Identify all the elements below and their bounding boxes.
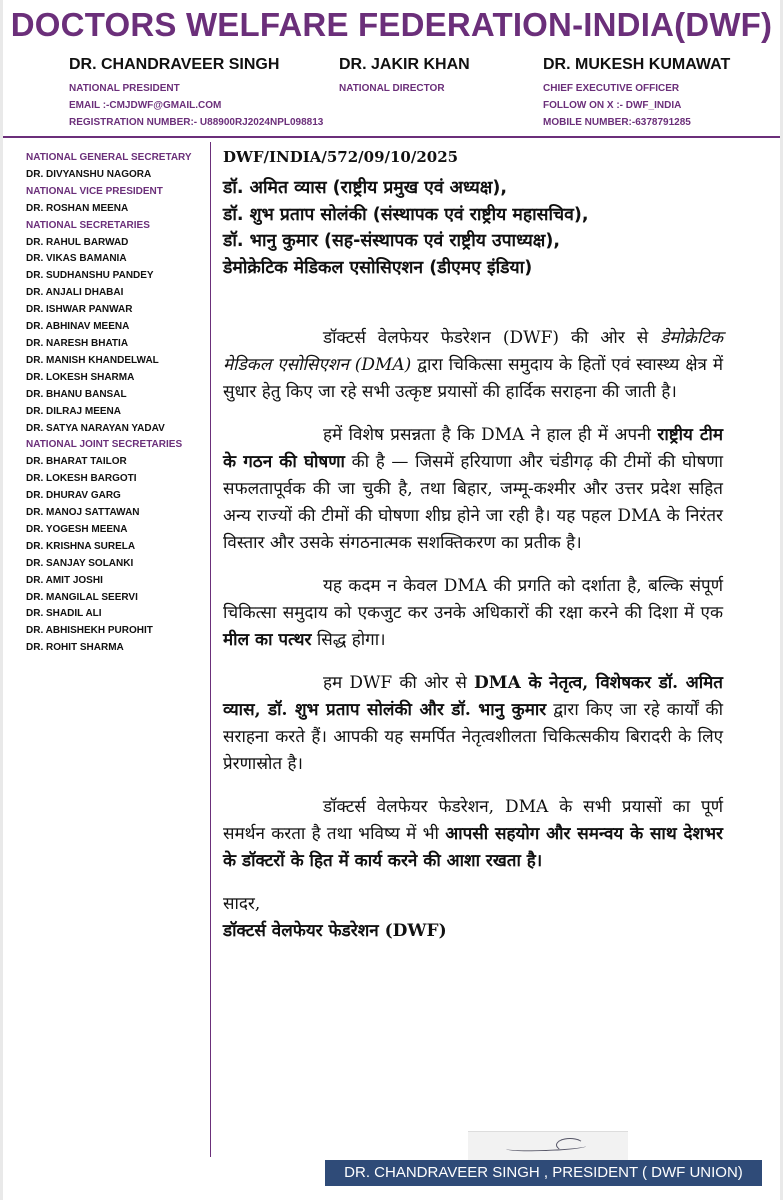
officer-social: FOLLOW ON X :- DWF_INDIA	[543, 100, 682, 111]
sidebar-member-name: DR. LOKESH BARGOTI	[26, 473, 137, 485]
sidebar-member-name: DR. AMIT JOSHI	[26, 574, 103, 586]
sidebar-member-name: DR. MANISH KHANDELWAL	[26, 354, 159, 366]
officer-role: NATIONAL PRESIDENT	[69, 83, 180, 94]
text-run: की है — जिसमें हरियाणा और चंडीगढ़ की टीमों की घोषणा सफलतापूर्वक की जा चुकी है, तथा बिहार, जम्मू-कश्मीर और उत्तर प्रदेश सहित अन्य राज्यों की टीमों की घोषणा शीघ्र होने जा रही है। यह पहल DMA के निरंतर विस्तार और उसके संगठनात्मक सशक्तिकरण का प्रतीक है।	[223, 452, 723, 553]
paragraph-4	[223, 670, 723, 778]
addressee-line: डॉ. शुभ प्रताप सोलंकी (संस्थापक एवं राष्ट्रीय महासचिव),	[223, 204, 589, 225]
text-run: हम DWF की ओर से	[323, 673, 475, 693]
paragraph-1	[223, 325, 723, 406]
text-run-italic: डेमोक्रेटिक मेडिकल एसोसिएशन (DMA)	[223, 328, 723, 375]
text-run: सिद्ध होगा।	[311, 630, 386, 650]
text-run-bold: DMA के नेतृत्व, विशेषकर डॉ. अमित व्यास, डॉ. शुभ प्रताप सोलंकी और डॉ. भानु कुमार	[223, 673, 723, 720]
sidebar-member-name: DR. ABHISHEKH PUROHIT	[26, 625, 153, 637]
addressee-block	[223, 175, 723, 281]
officer-director	[339, 56, 470, 94]
sidebar-member-name: DR. LOKESH SHARMA	[26, 371, 135, 383]
sidebar-member-name: DR. VIKAS BAMANIA	[26, 253, 127, 265]
sidebar-member-name: DR. BHARAT TAILOR	[26, 456, 127, 468]
officer-name: DR. CHANDRAVEER SINGH	[69, 56, 280, 73]
sidebar-member-name: DR. ROHIT SHARMA	[26, 642, 124, 654]
sidebar-member-name: DR. SUDHANSHU PANDEY	[26, 270, 154, 282]
org-title: DOCTORS WELFARE FEDERATION-INDIA(DWF)	[10, 6, 773, 43]
signature-image	[468, 1131, 628, 1162]
paragraph-3	[223, 573, 723, 654]
addressee-line: डेमोक्रेटिक मेडिकल एसोसिएशन (डीएमए इंडिया)	[223, 257, 533, 278]
sidebar-section-heading: NATIONAL VICE PRESIDENT	[26, 185, 163, 197]
sidebar-member-name: DR. ISHWAR PANWAR	[26, 304, 133, 316]
sidebar-member-name: DR. MANGILAL SEERVI	[26, 591, 138, 603]
officer-role: CHIEF EXECUTIVE OFFICER	[543, 83, 680, 94]
closing-salutation: सादर,	[223, 894, 261, 914]
sidebar-member-name: DR. ROSHAN MEENA	[26, 202, 129, 214]
paragraph-5	[223, 794, 723, 875]
officer-mobile: MOBILE NUMBER:-6378791285	[543, 117, 691, 128]
text-run-bold: मील का पत्थर	[223, 630, 312, 650]
text-run: द्वारा किए जा रहे कार्यों की सराहना करते हैं। आपकी यह समर्पित नेतृत्वशीलता चिकित्सकीय बिरादरी के लिए प्रेरणास्रोत है।	[223, 700, 723, 774]
officer-role: NATIONAL DIRECTOR	[339, 83, 445, 94]
sidebar-member-name: DR. ANJALI DHABAI	[26, 287, 124, 299]
sidebar-member-name: DR. BHANU BANSAL	[26, 388, 127, 400]
sender-name: डॉक्टर्स वेलफेयर फेडरेशन (DWF)	[223, 921, 447, 941]
reference-number: DWF/INDIA/572/09/10/2025	[223, 148, 459, 166]
signatory-banner: DR. CHANDRAVEER SINGH , PRESIDENT ( DWF UNION)	[325, 1160, 762, 1186]
sidebar-member-name: DR. MANOJ SATTAWAN	[26, 507, 140, 519]
sidebar-divider	[210, 142, 211, 1157]
officer-name: DR. MUKESH KUMAWAT	[543, 56, 731, 73]
sidebar-member-name: DR. KRISHNA SURELA	[26, 540, 136, 552]
officer-registration: REGISTRATION NUMBER:- U88900RJ2024NPL098813	[69, 117, 324, 128]
letterhead-page	[3, 0, 780, 1200]
letter-body	[223, 148, 723, 945]
sidebar-member-name: DR. DIVYANSHU NAGORA	[26, 168, 152, 180]
sidebar-section-heading: NATIONAL GENERAL SECRETARY	[26, 152, 192, 163]
sidebar-section-heading: NATIONAL SECRETARIES	[26, 219, 150, 231]
sidebar-member-name: DR. SATYA NARAYAN YADAV	[26, 422, 165, 434]
paragraph-2	[223, 422, 723, 557]
officer-name: DR. JAKIR KHAN	[339, 56, 470, 73]
sidebar-member-name: DR. SANJAY SOLANKI	[26, 557, 134, 569]
text-run: डॉक्टर्स वेलफेयर फेडरेशन (DWF) की ओर से	[323, 328, 661, 348]
text-run: हमें विशेष प्रसन्नता है कि DMA ने हाल ही में अपनी	[323, 425, 658, 445]
text-run: यह कदम न केवल DMA की प्रगति को दर्शाता है, बल्कि संपूर्ण चिकित्सा समुदाय को एकजुट कर उनके अधिकारों की रक्षा करने की दिशा में एक	[223, 576, 723, 623]
signature-stroke	[556, 1138, 584, 1152]
addressee-line: डॉ. भानु कुमार (सह-संस्थापक एवं राष्ट्रीय उपाध्यक्ष),	[223, 231, 560, 251]
officer-ceo	[543, 56, 730, 128]
sidebar-member-list	[26, 150, 206, 657]
text-run-bold: आपसी सहयोग और समन्वय के साथ देशभर के डॉक्टरों के हित में कार्य करने की आशा रखता है।	[223, 824, 723, 871]
sidebar-member-name: DR. DHURAV GARG	[26, 490, 121, 502]
sidebar-section-heading: NATIONAL JOINT SECRETARIES	[26, 439, 183, 451]
sidebar-member-name: DR. NARESH BHATIA	[26, 337, 129, 349]
sidebar-member-name: DR. RAHUL BARWAD	[26, 236, 129, 248]
text-run: डॉक्टर्स वेलफेयर फेडरेशन, DMA के सभी प्रयासों का पूर्ण समर्थन करता है तथा भविष्य में भी	[223, 797, 723, 844]
sidebar-member-name: DR. SHADIL ALI	[26, 608, 102, 620]
officer-email: EMAIL :-CMJDWF@GMAIL.COM	[69, 100, 222, 111]
text-run-bold: राष्ट्रीय टीम के गठन की घोषणा	[223, 425, 724, 472]
officer-president	[69, 56, 323, 128]
sidebar-member-name: DR. ABHINAV MEENA	[26, 321, 130, 333]
text-run: द्वारा चिकित्सा समुदाय के हितों एवं स्वास्थ्य क्षेत्र में सुधार हेतु किए जा रहे सभी उत्कृष्ट प्रयासों की हार्दिक सराहना की जाती है।	[223, 355, 723, 402]
header-divider	[3, 136, 780, 138]
sidebar-member-name: DR. DILRAJ MEENA	[26, 405, 122, 417]
sidebar-member-name: DR. YOGESH MEENA	[26, 523, 128, 535]
addressee-line: डॉ. अमित व्यास (राष्ट्रीय प्रमुख एवं अध्यक्ष),	[223, 178, 507, 198]
